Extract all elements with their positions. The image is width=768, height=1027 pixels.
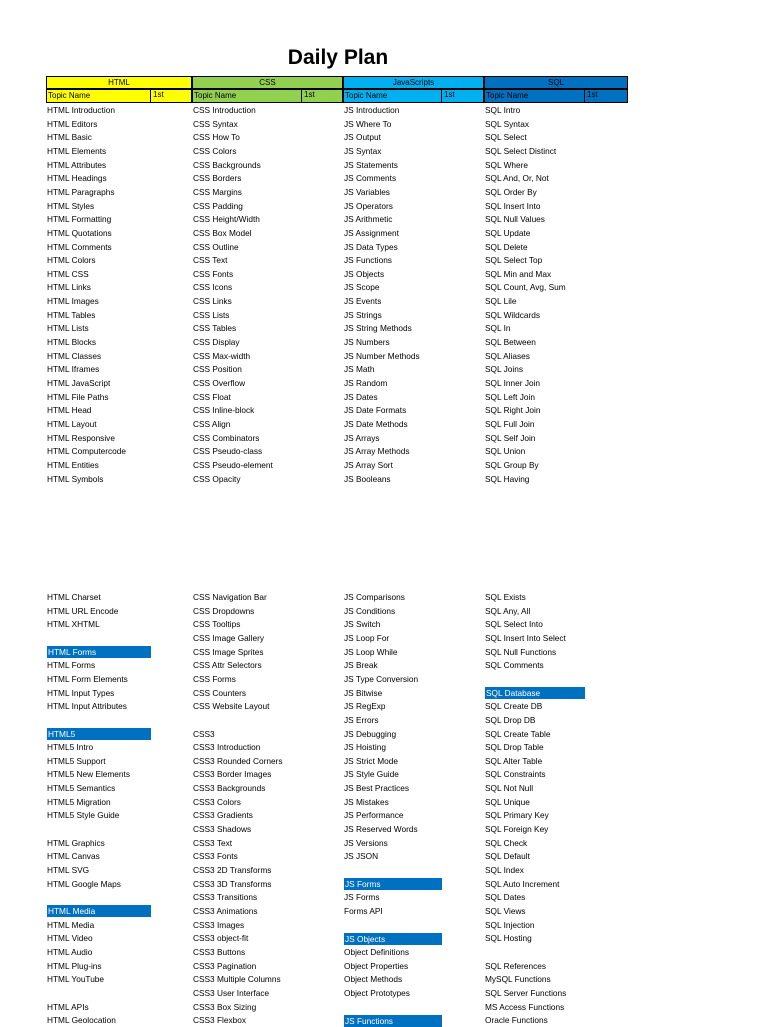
topic-item: CSS Opacity bbox=[193, 473, 241, 484]
topic-item: SQL Right Join bbox=[485, 405, 541, 416]
topic-item: HTML Google Maps bbox=[47, 878, 121, 889]
topic-item: JS Mistakes bbox=[344, 796, 389, 807]
topic-item: SQL Aliases bbox=[485, 350, 530, 361]
topic-item: SQL Dates bbox=[485, 892, 526, 903]
subheader-css bbox=[192, 89, 343, 103]
topic-item: HTML APIs bbox=[47, 1001, 89, 1012]
topic-item: CSS Tables bbox=[193, 323, 237, 334]
topic-item: HTML Computercode bbox=[47, 446, 127, 457]
topic-item: HTML Blocks bbox=[47, 337, 97, 348]
topic-item: SQL Insert Into bbox=[485, 200, 541, 211]
topic-item: JS Versions bbox=[344, 837, 388, 848]
topic-item: SQL Drop Table bbox=[485, 742, 544, 753]
topic-item: SQL Order By bbox=[485, 186, 537, 197]
topic-item: SQL And, Or, Not bbox=[485, 173, 549, 184]
topic-item: CSS Image Sprites bbox=[193, 646, 264, 657]
topic-item: JS Switch bbox=[344, 619, 381, 630]
topic-item: JS Array Sort bbox=[344, 459, 393, 470]
topic-item: SQL Default bbox=[485, 851, 530, 862]
topic-item: SQL Drop DB bbox=[485, 714, 536, 725]
topic-item: SQL Any, All bbox=[485, 605, 531, 616]
topic-item: HTML Lists bbox=[47, 323, 89, 334]
topic-item: JS Arrays bbox=[344, 432, 380, 443]
topic-item: JS Functions bbox=[344, 255, 392, 266]
topic-item: Forms API bbox=[344, 905, 383, 916]
topic-item: MySQL Functions bbox=[485, 974, 551, 985]
topic-item: HTML Forms bbox=[47, 660, 96, 671]
topic-item: SQL References bbox=[485, 960, 547, 971]
topic-item: SQL Group By bbox=[485, 459, 539, 470]
topic-item: CSS Float bbox=[193, 391, 231, 402]
topic-item: SQL Auto Increment bbox=[485, 878, 560, 889]
topic-item: Object Methods bbox=[344, 974, 403, 985]
topic-item: CSS Height/Width bbox=[193, 214, 260, 225]
topic-name-label: Topic Name bbox=[48, 91, 91, 100]
topic-item: JS Objects bbox=[344, 268, 385, 279]
topic-item: Object Definitions bbox=[344, 946, 410, 957]
topic-item: HTML Symbols bbox=[47, 473, 104, 484]
topic-name-label: Topic Name bbox=[194, 91, 237, 100]
topic-item: SQL Not Null bbox=[485, 783, 534, 794]
topic-item: CSS3 Multiple Columns bbox=[193, 974, 281, 985]
topic-item: JS Date Methods bbox=[344, 418, 408, 429]
topic-item: CSS3 Fonts bbox=[193, 851, 238, 862]
topic-item: HTML Classes bbox=[47, 350, 102, 361]
topic-item: CSS3 Flexbox bbox=[193, 1015, 247, 1026]
topic-item: CSS Pseudo-element bbox=[193, 459, 273, 470]
topic-item: JS Type Conversion bbox=[344, 673, 419, 684]
topic-item: JS Booleans bbox=[344, 473, 391, 484]
topic-item: SQL Alter Table bbox=[485, 755, 543, 766]
topic-item: HTML5 New Elements bbox=[47, 769, 130, 780]
topic-item: SQL Joins bbox=[485, 364, 523, 375]
topic-item: HTML5 Style Guide bbox=[47, 810, 120, 821]
topic-item: CSS3 object-fit bbox=[193, 933, 249, 944]
topic-item: SQL Delete bbox=[485, 241, 528, 252]
topic-item: CSS3 Images bbox=[193, 919, 245, 930]
topic-item: CSS Icons bbox=[193, 282, 233, 293]
topic-item: JS Loop For bbox=[344, 632, 390, 643]
topic-item: SQL Between bbox=[485, 337, 536, 348]
topic-item: CSS Fonts bbox=[193, 268, 234, 279]
first-label: 1st bbox=[441, 89, 455, 103]
column-header-css: CSS bbox=[192, 76, 343, 89]
section-heading: JS Objects bbox=[344, 933, 442, 945]
topic-item: HTML5 Intro bbox=[47, 742, 94, 753]
topic-item: CSS Image Gallery bbox=[193, 632, 265, 643]
topic-item: Object Properties bbox=[344, 960, 409, 971]
topic-item: JS RegExp bbox=[344, 701, 386, 712]
topic-item: SQL Views bbox=[485, 905, 526, 916]
topic-item: HTML Comments bbox=[47, 241, 112, 252]
topic-item: HTML Layout bbox=[47, 418, 97, 429]
topic-item: CSS Tooltips bbox=[193, 619, 241, 630]
topic-item: CSS Overflow bbox=[193, 378, 246, 388]
topic-item: HTML5 Migration bbox=[47, 796, 111, 807]
topic-item: JS Conditions bbox=[344, 605, 396, 616]
topic-item: SQL Create Table bbox=[485, 728, 551, 739]
topic-item: CSS Forms bbox=[193, 673, 236, 684]
topic-item: HTML Elements bbox=[47, 145, 107, 156]
topic-item: CSS3 2D Transforms bbox=[193, 865, 272, 875]
topic-item: HTML5 Support bbox=[47, 755, 106, 766]
topic-item: CSS Outline bbox=[193, 241, 239, 252]
topic-item: HTML Canvas bbox=[47, 851, 100, 862]
topic-item: HTML Styles bbox=[47, 200, 95, 211]
topic-item: SQL Select Distinct bbox=[485, 145, 557, 156]
topic-item: JS Date Formats bbox=[344, 405, 407, 416]
topic-item: JS Comparisons bbox=[344, 592, 405, 602]
topic-item: JS Syntax bbox=[344, 145, 382, 156]
topic-item: SQL Full Join bbox=[485, 418, 535, 429]
topic-item: HTML Charset bbox=[47, 592, 101, 602]
topic-item: CSS Dropdowns bbox=[193, 605, 255, 616]
topic-item: JS Style Guide bbox=[344, 769, 399, 780]
topic-item: CSS3 Introduction bbox=[193, 742, 261, 753]
topic-item: SQL In bbox=[485, 323, 511, 334]
topic-item: CSS Syntax bbox=[193, 118, 238, 129]
topic-item: JS Variables bbox=[344, 186, 390, 197]
topic-item: Object Prototypes bbox=[344, 987, 410, 998]
topic-item: CSS3 3D Transforms bbox=[193, 878, 272, 889]
topic-item: SQL Lile bbox=[485, 296, 517, 307]
topic-item: CSS3 Text bbox=[193, 837, 233, 848]
topic-item: SQL Self Join bbox=[485, 432, 536, 443]
topic-item: JS Loop While bbox=[344, 646, 398, 657]
topic-item: CSS3 User Interface bbox=[193, 987, 270, 998]
topic-item: JS Random bbox=[344, 378, 388, 388]
topic-item: CSS3 Animations bbox=[193, 905, 258, 916]
topic-item: HTML5 Semantics bbox=[47, 783, 116, 794]
topic-item: HTML URL Encode bbox=[47, 605, 119, 616]
first-label: 1st bbox=[584, 89, 598, 103]
topic-item: JS Bitwise bbox=[344, 687, 383, 698]
topic-item: CSS Padding bbox=[193, 200, 243, 211]
topic-item: SQL Unique bbox=[485, 796, 530, 807]
column-header-js: JavaScripts bbox=[343, 76, 484, 89]
topic-item: SQL Injection bbox=[485, 919, 535, 930]
topic-item: JS Numbers bbox=[344, 337, 390, 348]
topic-item: HTML Media bbox=[47, 919, 95, 930]
topic-item: CSS Inline-block bbox=[193, 405, 255, 416]
topic-item: JS Math bbox=[344, 364, 375, 375]
subheader-html bbox=[46, 89, 192, 103]
topic-item: SQL Where bbox=[485, 159, 529, 170]
column-header-sql: SQL bbox=[484, 76, 628, 89]
topic-item: SQL Select Into bbox=[485, 619, 543, 630]
section-heading: HTML5 bbox=[47, 728, 151, 740]
topic-item: JS Operators bbox=[344, 200, 393, 211]
topic-item: JS Statements bbox=[344, 159, 398, 170]
topic-item: CSS How To bbox=[193, 132, 240, 143]
topic-item: CSS Text bbox=[193, 255, 228, 266]
topic-item: SQL Inner Join bbox=[485, 378, 541, 388]
topic-item: CSS Margins bbox=[193, 186, 242, 197]
topic-item: HTML Video bbox=[47, 933, 93, 944]
topic-item: CSS Pseudo-class bbox=[193, 446, 263, 457]
section-heading: HTML Media bbox=[47, 905, 151, 917]
topic-item: JS Reserved Words bbox=[344, 824, 418, 835]
topic-item: JS Hoisting bbox=[344, 742, 386, 753]
topic-item: MS Access Functions bbox=[485, 1001, 565, 1012]
topic-item: HTML XHTML bbox=[47, 619, 100, 630]
topic-item: HTML Links bbox=[47, 282, 91, 293]
subheader-js bbox=[343, 89, 484, 103]
topic-item: HTML YouTube bbox=[47, 974, 105, 985]
topic-item: JS Strict Mode bbox=[344, 755, 398, 766]
topic-item: HTML Audio bbox=[47, 946, 93, 957]
topic-item: CSS3 Pagination bbox=[193, 960, 257, 971]
topic-item: JS Output bbox=[344, 132, 381, 143]
topic-item: SQL Foreign Key bbox=[485, 824, 549, 835]
topic-item: JS Assignment bbox=[344, 227, 399, 238]
topic-item: JS Array Methods bbox=[344, 446, 410, 457]
topic-item: CSS Colors bbox=[193, 145, 237, 156]
topic-item: HTML Quotations bbox=[47, 227, 112, 238]
topic-item: HTML Responsive bbox=[47, 432, 115, 443]
topic-item: SQL Syntax bbox=[485, 118, 529, 129]
topic-item: JS Strings bbox=[344, 309, 382, 320]
topic-item: HTML Tables bbox=[47, 309, 96, 320]
topic-item: JS JSON bbox=[344, 851, 379, 862]
topic-item: HTML Input Types bbox=[47, 687, 115, 698]
topic-item: HTML Formatting bbox=[47, 214, 112, 225]
topic-item: SQL Update bbox=[485, 227, 531, 238]
topic-item: CSS Attr Selectors bbox=[193, 660, 262, 671]
topic-item: HTML File Paths bbox=[47, 391, 109, 402]
section-heading: JS Functions bbox=[344, 1015, 442, 1027]
topic-item: HTML Input Attributes bbox=[47, 701, 127, 712]
topic-item: CSS Counters bbox=[193, 687, 247, 698]
topic-item: HTML Plug-ins bbox=[47, 960, 102, 971]
topic-item: CSS Position bbox=[193, 364, 242, 375]
topic-item: CSS3 Rounded Corners bbox=[193, 755, 283, 766]
topic-item: SQL Wildcards bbox=[485, 309, 541, 320]
topic-item: HTML CSS bbox=[47, 268, 89, 279]
page-title: Daily Plan bbox=[287, 46, 389, 69]
topic-item: SQL Primary Key bbox=[485, 810, 549, 821]
topic-item: CSS Align bbox=[193, 418, 231, 429]
first-label: 1st bbox=[150, 89, 164, 103]
topic-item: HTML Head bbox=[47, 405, 92, 416]
topic-item: SQL Null Functions bbox=[485, 646, 557, 657]
topic-item: HTML Images bbox=[47, 296, 99, 307]
topic-item: CSS3 Box Sizing bbox=[193, 1001, 257, 1012]
topic-item: SQL Server Functions bbox=[485, 987, 567, 998]
topic-item: HTML JavaScript bbox=[47, 378, 111, 388]
topic-item: SQL Select bbox=[485, 132, 527, 143]
topic-item: SQL Select Top bbox=[485, 255, 543, 266]
topic-item: SQL Comments bbox=[485, 660, 544, 671]
topic-item: CSS3 bbox=[193, 728, 215, 739]
topic-name-label: Topic Name bbox=[345, 91, 388, 100]
topic-item: CSS Combinators bbox=[193, 432, 260, 443]
topic-item: SQL Left Join bbox=[485, 391, 535, 402]
topic-item: HTML SVG bbox=[47, 865, 90, 875]
topic-item: HTML Entities bbox=[47, 459, 99, 470]
topic-item: SQL Hosting bbox=[485, 933, 532, 944]
topic-item: HTML Paragraphs bbox=[47, 186, 115, 197]
topic-item: HTML Iframes bbox=[47, 364, 100, 375]
topic-item: CSS Display bbox=[193, 337, 240, 348]
topic-name-label: Topic Name bbox=[486, 91, 529, 100]
topic-item: HTML Graphics bbox=[47, 837, 105, 848]
topic-item: SQL Exists bbox=[485, 592, 526, 602]
topic-item: HTML Attributes bbox=[47, 159, 107, 170]
topic-item: CSS Introduction bbox=[193, 105, 256, 115]
topic-item: CSS3 Transitions bbox=[193, 892, 258, 903]
topic-item: CSS3 Colors bbox=[193, 796, 241, 807]
topic-item: JS Comments bbox=[344, 173, 397, 184]
topic-item: CSS Navigation Bar bbox=[193, 592, 267, 602]
topic-item: JS Performance bbox=[344, 810, 404, 821]
topic-item: SQL Union bbox=[485, 446, 526, 457]
topic-item: CSS Borders bbox=[193, 173, 242, 184]
topic-item: JS Number Methods bbox=[344, 350, 420, 361]
topic-item: CSS3 Shadows bbox=[193, 824, 252, 835]
topic-item: SQL Create DB bbox=[485, 701, 543, 712]
topic-item: CSS3 Border Images bbox=[193, 769, 272, 780]
topic-item: SQL Index bbox=[485, 865, 524, 875]
topic-item: JS Data Types bbox=[344, 241, 398, 252]
topic-item: CSS3 Gradients bbox=[193, 810, 253, 821]
topic-item: JS Debugging bbox=[344, 728, 397, 739]
topic-item: CSS3 Buttons bbox=[193, 946, 246, 957]
topic-item: HTML Colors bbox=[47, 255, 96, 266]
topic-item: JS Where To bbox=[344, 118, 392, 129]
topic-item: SQL Min and Max bbox=[485, 268, 552, 279]
topic-item: JS Events bbox=[344, 296, 382, 307]
topic-item: SQL Having bbox=[485, 473, 530, 484]
subheader-sql bbox=[484, 89, 628, 103]
topic-item: CSS Website Layout bbox=[193, 701, 270, 712]
section-heading: SQL Database bbox=[485, 687, 585, 699]
topic-item: HTML Basic bbox=[47, 132, 92, 143]
topic-item: HTML Geolocation bbox=[47, 1015, 116, 1026]
topic-item: JS Scope bbox=[344, 282, 380, 293]
section-heading: JS Forms bbox=[344, 878, 442, 890]
topic-item: Oracle Functions bbox=[485, 1015, 548, 1026]
topic-item: SQL Count, Avg, Sum bbox=[485, 282, 566, 293]
topic-item: CSS Backgrounds bbox=[193, 159, 261, 170]
topic-item: HTML Editors bbox=[47, 118, 98, 129]
topic-item: SQL Constraints bbox=[485, 769, 546, 780]
first-label: 1st bbox=[301, 89, 315, 103]
topic-item: CSS Max-width bbox=[193, 350, 251, 361]
topic-item: CSS Box Model bbox=[193, 227, 252, 238]
section-heading: HTML Forms bbox=[47, 646, 151, 658]
topic-item: HTML Introduction bbox=[47, 105, 115, 115]
topic-item: SQL Insert Into Select bbox=[485, 632, 566, 643]
topic-item: SQL Null Values bbox=[485, 214, 545, 225]
topic-item: JS Dates bbox=[344, 391, 378, 402]
topic-item: JS Best Practices bbox=[344, 783, 410, 794]
topic-item: JS Introduction bbox=[344, 105, 400, 115]
topic-item: SQL Intro bbox=[485, 105, 521, 115]
topic-item: JS String Methods bbox=[344, 323, 412, 334]
topic-item: SQL Check bbox=[485, 837, 528, 848]
topic-item: CSS Links bbox=[193, 296, 232, 307]
topic-item: JS Errors bbox=[344, 714, 379, 725]
topic-item: JS Forms bbox=[344, 892, 380, 903]
topic-item: HTML Form Elements bbox=[47, 673, 128, 684]
topic-item: CSS Lists bbox=[193, 309, 230, 320]
topic-item: JS Arithmetic bbox=[344, 214, 393, 225]
topic-item: HTML Headings bbox=[47, 173, 107, 184]
column-header-html: HTML bbox=[46, 76, 192, 89]
topic-item: JS Break bbox=[344, 660, 378, 671]
topic-item: CSS3 Backgrounds bbox=[193, 783, 266, 794]
